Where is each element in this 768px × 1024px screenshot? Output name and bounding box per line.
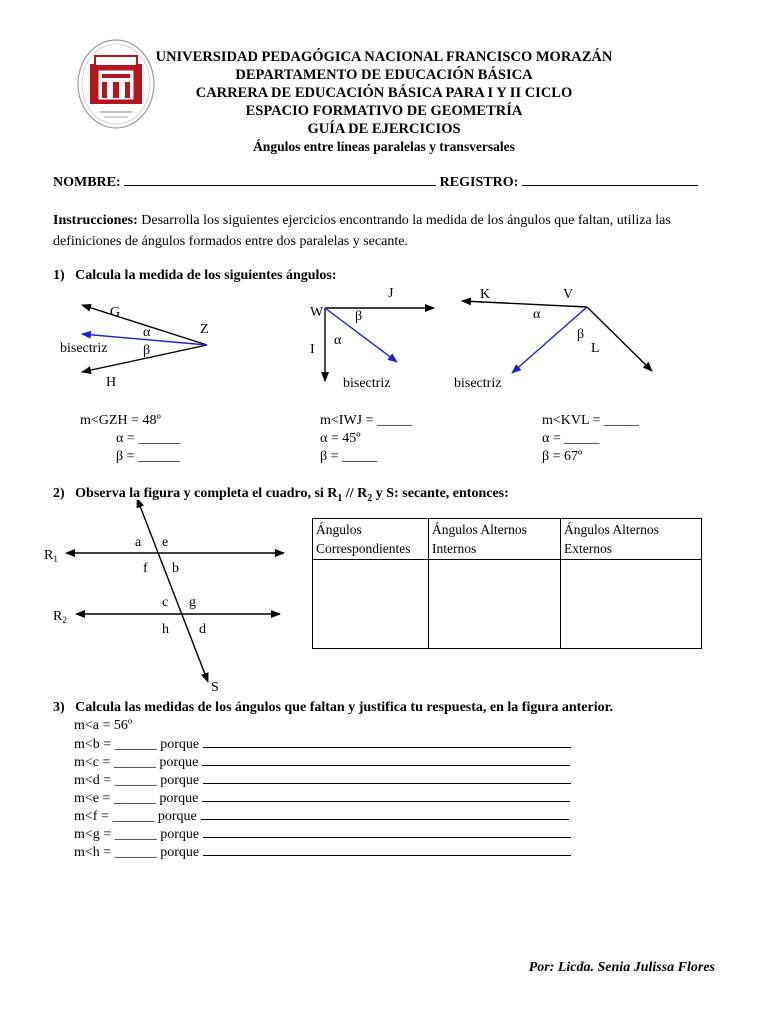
porque-label: porque	[157, 809, 197, 824]
instructions	[53, 210, 718, 252]
angle-label: m<d	[74, 773, 100, 788]
label-h: H	[106, 375, 117, 390]
justification-field[interactable]	[202, 789, 570, 802]
university-name: UNIVERSIDAD PEDAGÓGICA NACIONAL FRANCISCO MORAZÁN	[155, 49, 613, 65]
label-alpha-3: α	[533, 307, 541, 322]
justification-field[interactable]	[202, 753, 570, 766]
topic-title: Ángulos entre líneas paralelas y transversales	[253, 139, 515, 154]
label-alpha-2: α	[334, 333, 342, 348]
porque-label: porque	[160, 845, 200, 860]
question-2-sub1: 1	[337, 492, 343, 504]
angles-table-header	[313, 519, 702, 560]
angle-value-blank[interactable]: = ______	[99, 845, 161, 860]
angle-value-blank[interactable]: = ______	[99, 755, 160, 770]
angle-a: a	[135, 535, 142, 550]
fig2-alpha-given: α = 45º	[320, 431, 361, 446]
label-s: S	[211, 680, 219, 695]
header-alternate-exterior: Ángulos Alternos Externos	[561, 519, 702, 560]
porque-label: porque	[160, 773, 200, 788]
fig1-beta-answer[interactable]: β = ______	[116, 449, 181, 464]
cell-alternate-exterior[interactable]	[561, 560, 702, 649]
instructions-text: Desarrolla los siguientes ejercicios encontrando la medida de los ángulos que faltan, utiliza las definiciones de ángulos formados entre dos paralelas y secante.	[53, 213, 671, 249]
angle-value-blank[interactable]: = ______	[97, 809, 158, 824]
cell-corresponding[interactable]	[313, 560, 429, 649]
label-l: L	[591, 341, 600, 356]
author-credit: Por: Licda. Senia Julissa Flores	[528, 960, 715, 975]
line-s	[140, 506, 208, 682]
answer-row	[74, 789, 570, 807]
angle-value-blank[interactable]: = ______	[99, 737, 161, 752]
label-bisectriz-2: bisectriz	[343, 376, 391, 391]
angle-label: m<c	[74, 755, 99, 770]
name-label: NOMBRE:	[53, 175, 121, 190]
header-corresponding: Ángulos Correspondientes	[313, 519, 429, 560]
answer-row	[74, 807, 569, 825]
angle-g: g	[189, 595, 196, 610]
label-beta-3: β	[577, 327, 585, 342]
angle-h: h	[162, 622, 169, 637]
document-header	[120, 48, 648, 156]
label-v: V	[563, 287, 574, 302]
angle-e: e	[162, 535, 169, 550]
name-field[interactable]	[124, 173, 436, 186]
formative-space: ESPACIO FORMATIVO DE GEOMETRÍA	[245, 103, 523, 119]
question-1-number: 1)	[53, 268, 65, 283]
angle-label: m<g	[74, 827, 100, 842]
label-beta-2: β	[355, 309, 363, 324]
angles-table-answer-row	[313, 560, 702, 649]
angle-label: m<f	[74, 809, 98, 824]
angle-value-blank[interactable]: = ______	[99, 791, 160, 806]
label-r1: $R_1$	[44, 548, 58, 564]
guide-title: GUÍA DE EJERCICIOS	[307, 121, 461, 137]
given-angle-a: m<a = 56º	[74, 718, 133, 733]
department-name: DEPARTAMENTO DE EDUCACIÓN BÁSICA	[235, 67, 533, 83]
question-2-mid: // R	[342, 486, 368, 501]
header-alternate-interior: Ángulos Alternos Internos	[429, 519, 561, 560]
answer-row	[74, 753, 570, 771]
justification-field[interactable]	[203, 771, 571, 784]
answer-row	[74, 825, 571, 843]
angle-value-blank[interactable]: = ______	[99, 773, 161, 788]
label-k: K	[480, 287, 491, 302]
label-alpha-1: α	[143, 325, 151, 340]
question-1-text: Calcula la medida de los siguientes ángulos:	[75, 268, 337, 283]
answer-row	[74, 735, 571, 753]
justification-field[interactable]	[201, 807, 569, 820]
porque-label: porque	[159, 791, 199, 806]
angle-b: b	[172, 561, 179, 576]
angle-label: m<h	[74, 845, 100, 860]
fig2-measure-answer[interactable]: m<IWJ = _____	[320, 413, 413, 428]
career-name: CARRERA DE EDUCACIÓN BÁSICA PARA I Y II CICLO	[195, 85, 573, 101]
fig3-beta-given: β = 67º	[542, 449, 583, 464]
name-line	[53, 173, 698, 191]
fig1-alpha-answer[interactable]: α = ______	[116, 431, 181, 446]
label-bisectriz-3: bisectriz	[454, 376, 502, 391]
fig3-alpha-answer[interactable]: α = _____	[542, 431, 600, 446]
question-2-text: Observa la figura y completa el cuadro, si R	[75, 486, 338, 501]
ray-vl	[587, 307, 652, 371]
answer-row	[74, 843, 571, 861]
porque-label: porque	[160, 737, 200, 752]
fig2-beta-answer[interactable]: β = _____	[320, 449, 378, 464]
angle-c: c	[162, 595, 169, 610]
question-2-end: y S: secante, entonces:	[372, 486, 509, 501]
label-i: I	[310, 342, 315, 357]
angle-d: d	[199, 622, 206, 637]
label-j: J	[388, 286, 394, 301]
angle-f: f	[143, 561, 148, 576]
registro-field[interactable]	[522, 173, 698, 186]
question-3-title	[53, 699, 613, 716]
angle-label: m<e	[74, 791, 99, 806]
question-2-sub2: 2	[367, 492, 373, 504]
cell-alternate-interior[interactable]	[429, 560, 561, 649]
justification-field[interactable]	[203, 843, 571, 856]
porque-label: porque	[159, 755, 199, 770]
label-r2: $R_2$	[53, 609, 67, 625]
justification-field[interactable]	[203, 735, 571, 748]
label-z: Z	[200, 322, 209, 337]
label-g: G	[110, 305, 121, 320]
angle-value-blank[interactable]: = ______	[99, 827, 161, 842]
porque-label: porque	[160, 827, 200, 842]
justification-field[interactable]	[203, 825, 571, 838]
bisector-3	[512, 307, 587, 373]
answer-row	[74, 771, 571, 789]
angle-label: m<b	[74, 737, 100, 752]
label-bisectriz-1: bisectriz	[60, 341, 108, 356]
fig3-measure-answer[interactable]: m<KVL = _____	[542, 413, 639, 428]
parallel-lines-figure	[0, 500, 310, 700]
question-2-number: 2)	[53, 486, 65, 501]
angles-table	[312, 518, 702, 649]
question-3-number: 3)	[53, 700, 65, 715]
fig1-measure-given: m<GZH = 48º	[80, 413, 161, 428]
label-w: W	[310, 305, 324, 320]
label-beta-1: β	[143, 343, 151, 358]
question-3-text: Calcula las medidas de los ángulos que faltan y justifica tu respuesta, en la figura anterior.	[75, 700, 614, 715]
question-1-figures	[0, 280, 768, 395]
instructions-label: Instrucciones:	[53, 213, 138, 228]
registro-label: REGISTRO:	[439, 175, 519, 190]
